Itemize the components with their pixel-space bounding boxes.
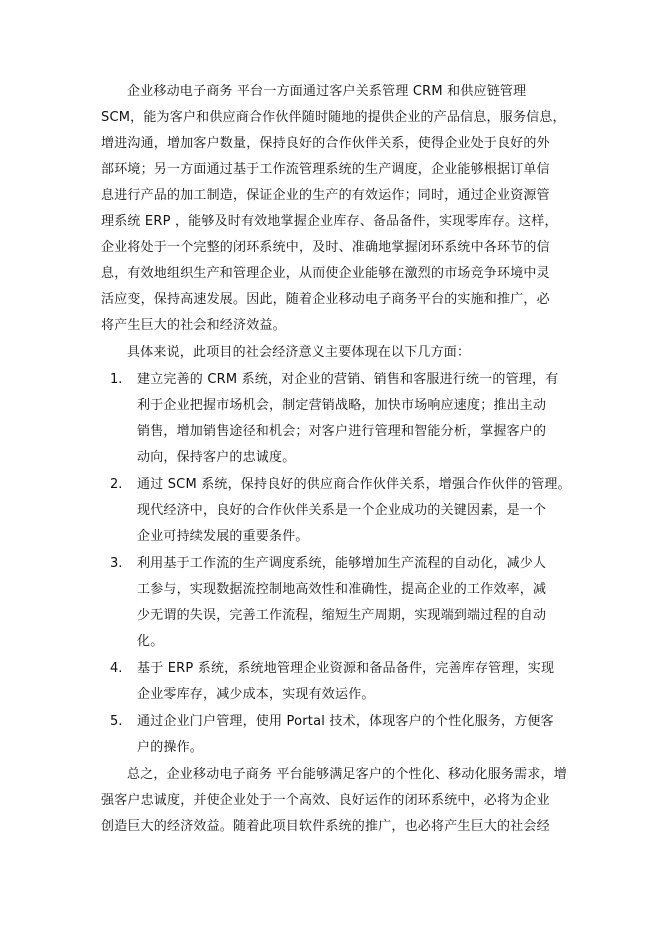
list-number: 1. — [110, 372, 123, 387]
text-line: 企业可持续发展的重要条件。 — [137, 529, 309, 544]
text-line: 建立完善的 CRM 系统，对企业的营销、销售和客服进行统一的管理，有 — [137, 372, 559, 387]
text-line: 强客户忠诚度，并使企业处于一个高效、良好运作的闭环系统中，必将为企业 — [101, 793, 550, 808]
list-number: 4. — [110, 661, 123, 676]
text-line: 创造巨大的经济效益。随着此项目软件系统的推广，也必将产生巨大的社会经 — [101, 819, 550, 834]
text-line: 通过 SCM 系统，保持良好的供应商合作伙伴关系，增强合作伙伴的管理。 — [137, 477, 571, 492]
text-line: 现代经济中，良好的合作伙伴关系是一个企业成功的关键因素，是一个 — [137, 503, 547, 518]
list-number: 5. — [110, 714, 123, 729]
text-line: 基于 ERP 系统，系统地管理企业资源和备品备件，完善库存管理，实现 — [137, 661, 555, 676]
text-line: 化。 — [137, 634, 164, 649]
text-line: 增进沟通，增加客户数量，保持良好的合作伙伴关系，使得企业处于良好的外 — [101, 136, 550, 151]
text-line: 工参与，实现数据流控制地高效性和准确性，提高企业的工作效率，减 — [137, 582, 547, 597]
text-line: 企业移动电子商务 平台一方面通过客户关系管理 CRM 和供应链管理 — [127, 84, 527, 99]
text-line: 少无谓的失误，完善工作流程，缩短生产周期，实现端到端过程的自动 — [137, 608, 547, 623]
text-line: 利于企业把握市场机会，制定营销战略，加快市场响应速度；推出主动 — [137, 398, 547, 413]
list-number: 2. — [110, 477, 123, 492]
text-line: 通过企业门户管理，使用 Portal 技术，体现客户的个性化服务，方便客 — [137, 714, 554, 729]
list-intro: 具体来说，此项目的社会经济意义主要体现在以下几方面： — [127, 345, 471, 360]
text-line: 理系统 ERP ，能够及时有效地掌握企业库存、备品备件，实现零库存。这样， — [101, 214, 558, 229]
text-line: 销售，增加销售途径和机会；对客户进行管理和智能分析，掌握客户的 — [137, 424, 547, 439]
text-line: 总之，企业移动电子商务 平台能够满足客户的个性化、移动化服务需求，增 — [127, 767, 567, 782]
text-line: 活应变，保持高速发展。因此，随着企业移动电子商务平台的实施和推广，必 — [101, 292, 550, 307]
text-line: 企业零库存，减少成本，实现有效运作。 — [137, 687, 375, 702]
text-line: 企业将处于一个完整的闭环系统中，及时、准确地掌握闭环系统中各环节的信 — [101, 240, 550, 255]
text-line: 息，有效地组织生产和管理企业，从而使企业能够在激烈的市场竞争环境中灵 — [101, 266, 550, 281]
list-number: 3. — [110, 556, 123, 571]
text-line: 动向，保持客户的忠诚度。 — [137, 450, 296, 465]
text-line: 将产生巨大的社会和经济效益。 — [101, 318, 286, 333]
text-line: 利用基于工作流的生产调度系统，能够增加生产流程的自动化，减少人 — [137, 556, 547, 571]
text-line: 户的操作。 — [137, 740, 204, 755]
text-line: SCM，能为客户和供应商合作伙伴随时随地的提供企业的产品信息，服务信息， — [101, 110, 566, 125]
text-line: 部环境；另一方面通过基于工作流管理系统的生产调度，企业能够根据订单信 — [101, 162, 550, 177]
text-line: 息进行产品的加工制造，保证企业的生产的有效运作；同时，通过企业资源管 — [101, 188, 550, 203]
